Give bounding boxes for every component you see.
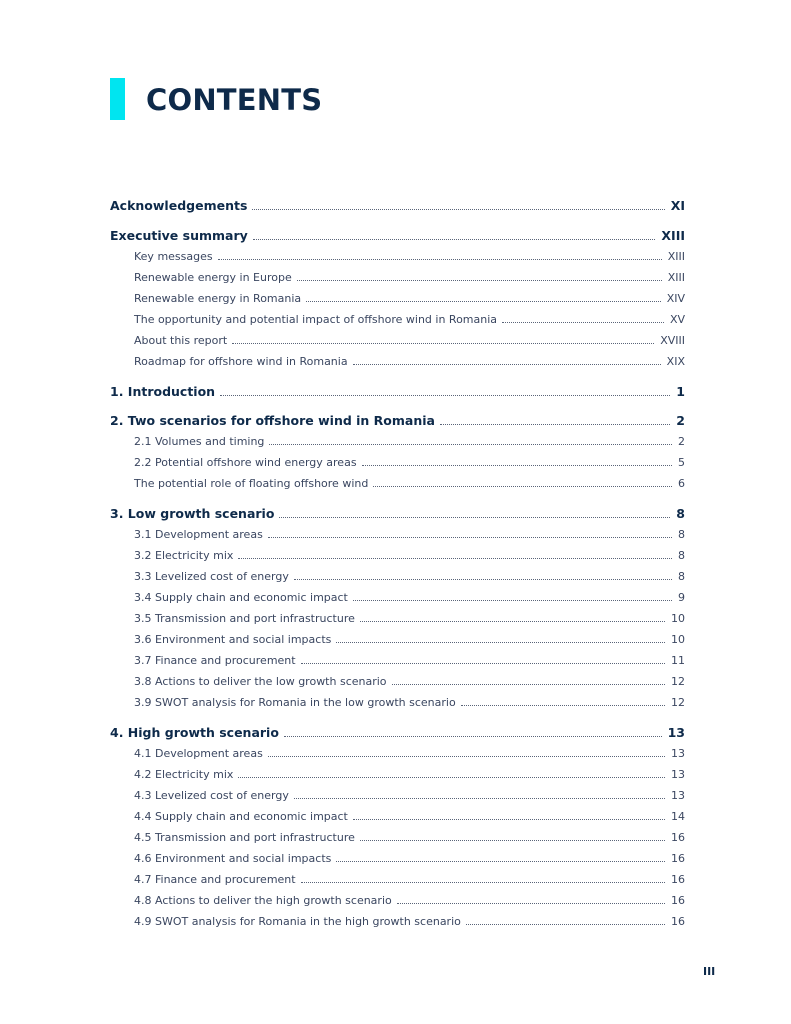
toc-dot-leader	[252, 209, 664, 210]
toc-entry-page: 16	[671, 894, 685, 907]
toc-entry-page: 2	[676, 413, 685, 428]
toc-subsection-entry[interactable]	[134, 355, 685, 371]
toc-subsection-entry[interactable]	[134, 915, 685, 931]
title-accent-bar	[110, 78, 125, 120]
toc-section-entry[interactable]	[110, 506, 685, 524]
toc-dot-leader	[294, 798, 665, 799]
toc-subsection-entry[interactable]	[134, 549, 685, 565]
toc-section-entry[interactable]	[110, 384, 685, 402]
toc-entry-page: XV	[669, 313, 685, 326]
toc-entry-page: 13	[671, 747, 685, 760]
toc-dot-leader	[294, 579, 672, 580]
toc-dot-leader	[297, 280, 662, 281]
toc-subsection-entry[interactable]	[134, 894, 685, 910]
toc-entry-label: 4.6 Environment and social impacts	[134, 852, 332, 865]
toc-subsection-entry[interactable]	[134, 831, 685, 847]
toc-subsection-entry[interactable]	[134, 591, 685, 607]
toc-entry-label: Key messages	[134, 250, 213, 263]
toc-entry-label: 3.1 Development areas	[134, 528, 263, 541]
toc-dot-leader	[306, 301, 661, 302]
toc-entry-page: XIX	[666, 355, 685, 368]
toc-entry-label: Roadmap for offshore wind in Romania	[134, 355, 348, 368]
toc-entry-page: 8	[678, 528, 685, 541]
toc-entry-label: The opportunity and potential impact of offshore wind in Romania	[134, 313, 498, 326]
toc-subsection-entry[interactable]	[134, 873, 685, 889]
toc-subsection-entry[interactable]	[134, 789, 685, 805]
toc-entry-label: 3.5 Transmission and port infrastructure	[134, 612, 355, 625]
toc-dot-leader	[218, 259, 662, 260]
toc-dot-leader	[392, 684, 665, 685]
toc-entry-page: 6	[678, 477, 685, 490]
toc-dot-leader	[268, 537, 672, 538]
toc-entry-page: 14	[671, 810, 685, 823]
toc-entry-page: XIII	[667, 271, 685, 284]
toc-entry-label: The potential role of floating offshore wind	[134, 477, 369, 490]
toc-subsection-entry[interactable]	[134, 696, 685, 712]
toc-subsection-entry[interactable]	[134, 313, 685, 329]
toc-entry-label: 4.7 Finance and procurement	[134, 873, 296, 886]
toc-subsection-entry[interactable]	[134, 810, 685, 826]
toc-section-entry[interactable]	[110, 198, 685, 216]
toc-entry-label: 4.9 SWOT analysis for Romania in the high growth scenario	[134, 915, 461, 928]
toc-dot-leader	[284, 736, 662, 737]
toc-subsection-entry[interactable]	[134, 250, 685, 266]
toc-dot-leader	[253, 239, 656, 240]
toc-subsection-entry[interactable]	[134, 675, 685, 691]
page-number: III	[703, 965, 716, 978]
toc-entry-label: 2. Two scenarios for offshore wind in Romania	[110, 413, 435, 428]
toc-entry-page: 8	[676, 506, 685, 521]
toc-entry-page: 16	[671, 873, 685, 886]
toc-subsection-entry[interactable]	[134, 528, 685, 544]
toc-subsection-entry[interactable]	[134, 292, 685, 308]
toc-subsection-entry[interactable]	[134, 271, 685, 287]
toc-entry-page: 13	[671, 789, 685, 802]
toc-entry-label: 3.3 Levelized cost of energy	[134, 570, 289, 583]
toc-subsection-entry[interactable]	[134, 768, 685, 784]
toc-entry-label: 1. Introduction	[110, 384, 216, 399]
toc-entry-page: 5	[678, 456, 685, 469]
toc-entry-label: 4.8 Actions to deliver the high growth scenario	[134, 894, 392, 907]
toc-subsection-entry[interactable]	[134, 633, 685, 649]
toc-entry-page: 8	[678, 549, 685, 562]
toc-entry-label: 4.5 Transmission and port infrastructure	[134, 831, 355, 844]
toc-entry-label: 4.4 Supply chain and economic impact	[134, 810, 348, 823]
toc-subsection-entry[interactable]	[134, 435, 685, 451]
toc-entry-label: 3.8 Actions to deliver the low growth scenario	[134, 675, 387, 688]
toc-dot-leader	[301, 663, 665, 664]
toc-entry-page: 16	[671, 852, 685, 865]
toc-dot-leader	[360, 840, 665, 841]
toc-dot-leader	[373, 486, 672, 487]
toc-entry-page: 16	[671, 831, 685, 844]
toc-dot-leader	[232, 343, 654, 344]
toc-entry-label: Renewable energy in Romania	[134, 292, 302, 305]
toc-subsection-entry[interactable]	[134, 334, 685, 350]
toc-entry-label: Renewable energy in Europe	[134, 271, 292, 284]
toc-subsection-entry[interactable]	[134, 747, 685, 763]
toc-section-entry[interactable]	[110, 228, 685, 246]
toc-entry-label: 4.1 Development areas	[134, 747, 263, 760]
toc-entry-label: 4.2 Electricity mix	[134, 768, 234, 781]
toc-entry-page: 9	[678, 591, 685, 604]
toc-entry-label: 3.9 SWOT analysis for Romania in the low growth scenario	[134, 696, 456, 709]
toc-entry-label: 4.3 Levelized cost of energy	[134, 789, 289, 802]
toc-entry-page: XIII	[667, 250, 685, 263]
toc-entry-label: About this report	[134, 334, 228, 347]
toc-dot-leader	[353, 364, 661, 365]
toc-entry-page: 10	[671, 633, 685, 646]
toc-dot-leader	[220, 395, 670, 396]
toc-dot-leader	[440, 424, 670, 425]
toc-subsection-entry[interactable]	[134, 477, 685, 493]
toc-dot-leader	[397, 903, 665, 904]
toc-dot-leader	[336, 861, 665, 862]
toc-subsection-entry[interactable]	[134, 654, 685, 670]
toc-entry-page: 16	[671, 915, 685, 928]
toc-subsection-entry[interactable]	[134, 612, 685, 628]
toc-dot-leader	[269, 444, 672, 445]
toc-entry-page: 1	[676, 384, 685, 399]
toc-entry-label: 3.6 Environment and social impacts	[134, 633, 332, 646]
toc-dot-leader	[353, 819, 665, 820]
toc-entry-page: 12	[671, 696, 685, 709]
toc-dot-leader	[466, 924, 665, 925]
toc-dot-leader	[238, 777, 665, 778]
toc-dot-leader	[362, 465, 672, 466]
toc-dot-leader	[238, 558, 672, 559]
toc-subsection-entry[interactable]	[134, 570, 685, 586]
toc-entry-page: XIV	[666, 292, 685, 305]
toc-entry-label: Acknowledgements	[110, 198, 248, 213]
toc-entry-page: 2	[678, 435, 685, 448]
toc-entry-label: 2.2 Potential offshore wind energy areas	[134, 456, 357, 469]
toc-entry-label: 3.4 Supply chain and economic impact	[134, 591, 348, 604]
page-title: CONTENTS	[146, 83, 323, 117]
toc-entry-page: 11	[671, 654, 685, 667]
toc-dot-leader	[301, 882, 665, 883]
toc-dot-leader	[268, 756, 665, 757]
toc-entry-page: 13	[667, 725, 685, 740]
toc-subsection-entry[interactable]	[134, 852, 685, 868]
toc-entry-page: 12	[671, 675, 685, 688]
toc-entry-label: 3. Low growth scenario	[110, 506, 275, 521]
toc-entry-label: 3.7 Finance and procurement	[134, 654, 296, 667]
toc-entry-label: 4. High growth scenario	[110, 725, 279, 740]
toc-dot-leader	[502, 322, 664, 323]
toc-subsection-entry[interactable]	[134, 456, 685, 472]
toc-dot-leader	[461, 705, 665, 706]
toc-entry-page: XI	[670, 198, 685, 213]
toc-dot-leader	[336, 642, 665, 643]
toc-entry-page: 10	[671, 612, 685, 625]
toc-dot-leader	[353, 600, 672, 601]
toc-entry-label: Executive summary	[110, 228, 248, 243]
toc-entry-page: XIII	[661, 228, 685, 243]
toc-entry-page: 8	[678, 570, 685, 583]
toc-section-entry[interactable]	[110, 725, 685, 743]
toc-entry-page: XVIII	[660, 334, 685, 347]
toc-entry-page: 13	[671, 768, 685, 781]
toc-dot-leader	[279, 517, 670, 518]
toc-dot-leader	[360, 621, 665, 622]
toc-entry-label: 2.1 Volumes and timing	[134, 435, 265, 448]
toc-entry-label: 3.2 Electricity mix	[134, 549, 234, 562]
toc-section-entry[interactable]	[110, 413, 685, 431]
